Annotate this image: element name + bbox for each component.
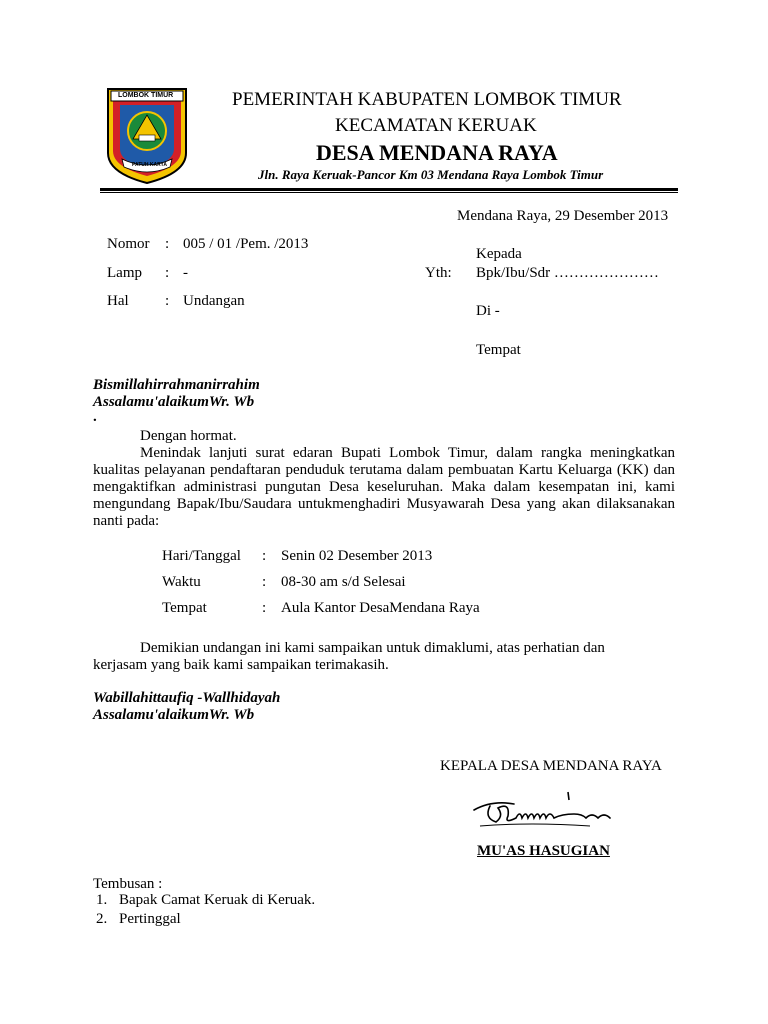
meta-nomor-value: 005 / 01 /Pem. /2013: [183, 236, 309, 252]
regency-logo: [106, 87, 188, 185]
closing-paragraph: [93, 640, 633, 674]
meta-hal-value: Undangan: [183, 293, 245, 309]
meta-lamp-value: -: [183, 265, 188, 281]
opening-bismillah: Bismillahirrahmanirrahim: [93, 377, 260, 393]
schedule-time-sep: :: [262, 574, 267, 590]
header-line-2: KECAMATAN KERUAK: [335, 115, 537, 136]
opening-dot: .: [93, 409, 97, 425]
closing-paragraph-text: Demikian undangan ini kami sampaikan untuk dimaklumi, atas perhatian dan kerjasam yang baik kami sampaikan terimakasih.: [93, 640, 605, 673]
recipient-tempat: Tempat: [476, 342, 521, 358]
opening-salam: Assalamu'alaikumWr. Wb: [93, 394, 255, 410]
recipient-di: Di -: [476, 303, 500, 319]
schedule-time-label: Waktu: [162, 574, 201, 590]
schedule-day-label: Hari/Tanggal: [162, 548, 241, 564]
handwritten-signature: [470, 788, 618, 836]
cc-item-text: Pertinggal: [119, 911, 181, 927]
schedule-place-value: Aula Kantor DesaMendana Raya: [281, 600, 480, 616]
recipient-yth: Yth:: [425, 265, 452, 281]
meta-nomor-label: Nomor: [107, 236, 150, 252]
meta-hal-label: Hal: [107, 293, 129, 309]
cc-item-num: 1.: [96, 892, 108, 908]
body-paragraph: [93, 445, 675, 530]
logo-top-text: LOMBOK TIMUR: [118, 92, 174, 99]
recipient-name: Bpk/Ibu/Sdr …………………: [476, 265, 659, 281]
header-line-3: DESA MENDANA RAYA: [316, 140, 558, 165]
meta-hal-sep: :: [165, 293, 170, 309]
meta-nomor-sep: :: [165, 236, 170, 252]
schedule-place-sep: :: [262, 600, 267, 616]
signatory-name: MU'AS HASUGIAN: [477, 843, 610, 859]
letter-date: Mendana Raya, 29 Desember 2013: [457, 208, 669, 224]
greeting: Dengan hormat.: [140, 428, 237, 444]
schedule-day-sep: :: [262, 548, 267, 564]
schedule-place-label: Tempat: [162, 600, 207, 616]
recipient-kepada: Kepada: [476, 246, 522, 262]
closing-salam: Assalamu'alaikumWr. Wb: [93, 707, 255, 723]
cc-heading: Tembusan :: [93, 876, 163, 892]
cc-item-num: 2.: [96, 911, 108, 927]
logo-bottom-text: PATUH KARYA: [132, 162, 168, 168]
meta-lamp-sep: :: [165, 265, 170, 281]
cc-item-text: Bapak Camat Keruak di Keruak.: [119, 892, 316, 908]
header-rule-thick: [100, 188, 678, 191]
signature-title: KEPALA DESA MENDANA RAYA: [440, 758, 662, 774]
meta-lamp-label: Lamp: [107, 265, 142, 281]
header-address: Jln. Raya Keruak-Pancor Km 03 Mendana Raya Lombok Timur: [258, 167, 604, 182]
closing-wabillahi: Wabillahittaufiq -Wallhidayah: [93, 690, 281, 706]
body-paragraph-text: Menindak lanjuti surat edaran Bupati Lombok Timur, dalam rangka meningkatkan kualitas pelayanan pendaftaran penduduk terutama dalam pembuatan Kartu Keluarga (KK) dan mengaktifkan administrasi pungutan Desa keseluruhan. Maka dalam kesempatan ini, kami mengundang Bapak/Ibu/Saudara untukmenghadiri Musyawarah Desa yang akan dilaksanakan nanti pada:: [93, 445, 675, 529]
header-rule-thin: [100, 192, 678, 193]
header-line-1: PEMERINTAH KABUPATEN LOMBOK TIMUR: [232, 89, 622, 110]
schedule-day-value: Senin 02 Desember 2013: [281, 548, 433, 564]
schedule-time-value: 08-30 am s/d Selesai: [281, 574, 406, 590]
